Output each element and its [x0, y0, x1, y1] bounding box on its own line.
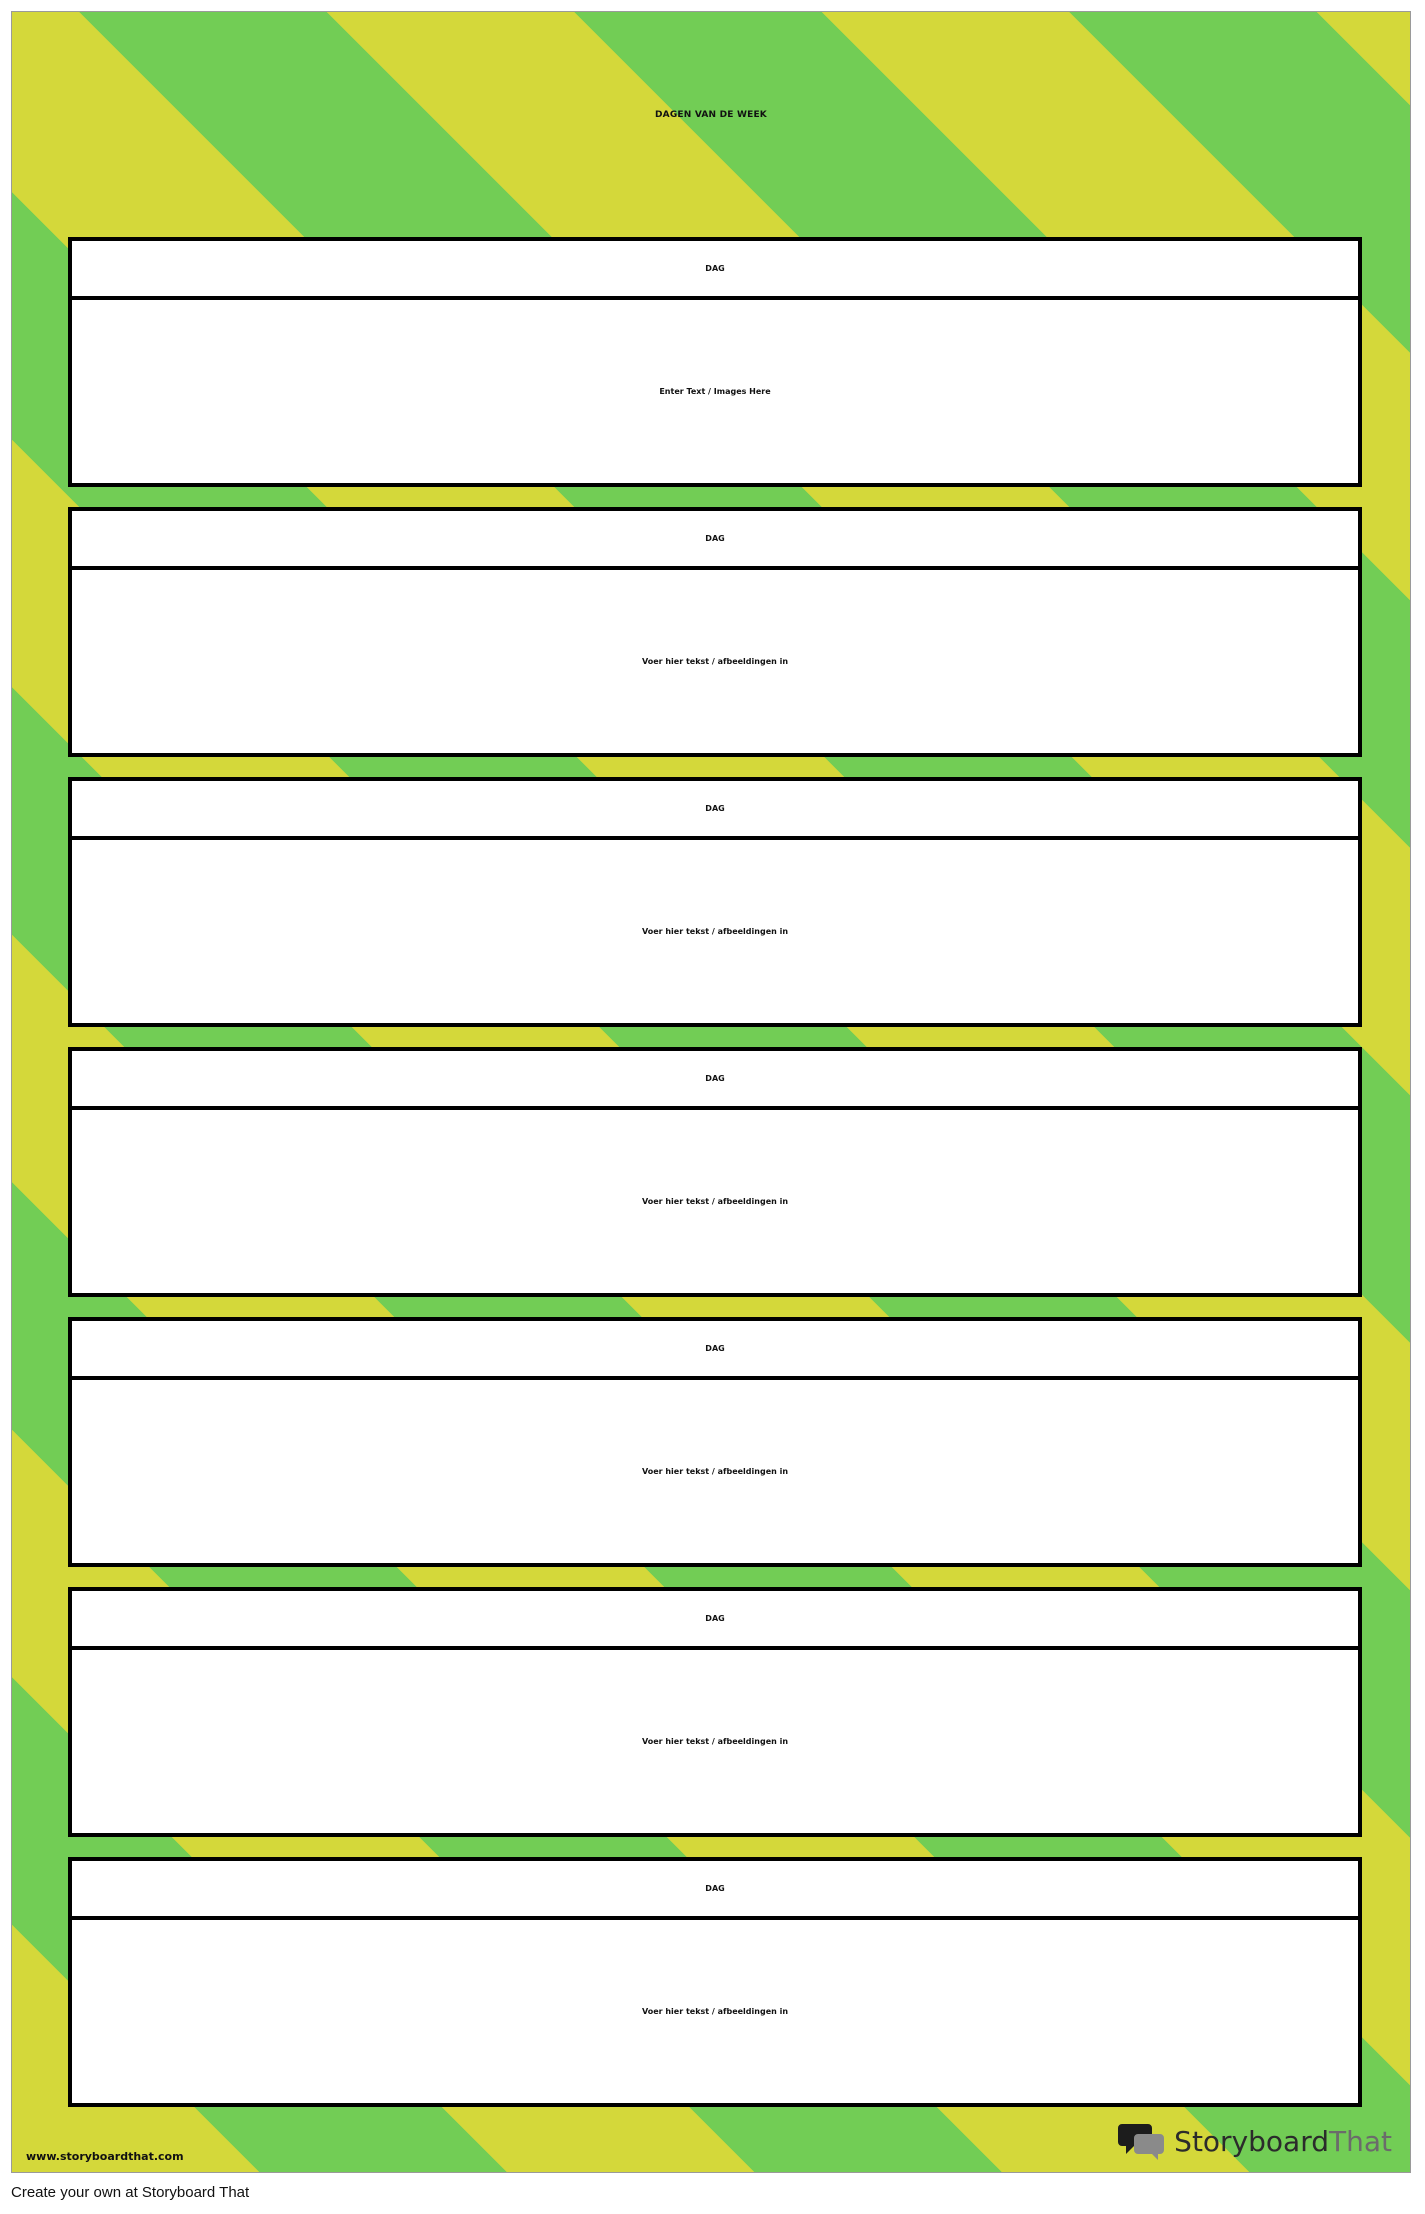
day-card-heading[interactable]: DAG	[72, 241, 1358, 300]
poster	[11, 11, 1411, 2173]
brand-name-light: That	[1329, 2124, 1392, 2158]
day-card[interactable]	[68, 1047, 1362, 1297]
day-card-body[interactable]: Voer hier tekst / afbeeldingen in	[641, 1467, 789, 1476]
day-card-body[interactable]: Voer hier tekst / afbeeldingen in	[641, 927, 789, 936]
speech-bubbles-icon	[1118, 2122, 1166, 2160]
day-card-heading[interactable]: DAG	[72, 1051, 1358, 1110]
create-your-own-link[interactable]: Create your own at Storyboard That	[11, 2184, 250, 2201]
website-url[interactable]: www.storyboardthat.com	[26, 2150, 184, 2163]
day-card-heading[interactable]: DAG	[72, 781, 1358, 840]
day-card-body[interactable]: Voer hier tekst / afbeeldingen in	[641, 1737, 789, 1746]
day-card-heading[interactable]: DAG	[72, 1321, 1358, 1380]
brand-name	[1174, 2125, 1392, 2158]
day-card-heading[interactable]: DAG	[72, 1861, 1358, 1920]
day-card[interactable]	[68, 237, 1362, 487]
day-card-heading[interactable]: DAG	[72, 511, 1358, 570]
day-card-body[interactable]: Voer hier tekst / afbeeldingen in	[641, 1197, 789, 1206]
brand-name-bold: Storyboard	[1174, 2124, 1329, 2158]
day-card[interactable]	[68, 507, 1362, 757]
day-card[interactable]	[68, 1587, 1362, 1837]
day-card[interactable]	[68, 1317, 1362, 1567]
day-card-body[interactable]: Voer hier tekst / afbeeldingen in	[641, 2007, 789, 2016]
day-card-body[interactable]: Voer hier tekst / afbeeldingen in	[641, 657, 789, 666]
day-card[interactable]	[68, 1857, 1362, 2107]
day-card-heading[interactable]: DAG	[72, 1591, 1358, 1650]
day-card[interactable]	[68, 777, 1362, 1027]
day-card-body[interactable]: Enter Text / Images Here	[659, 387, 771, 396]
poster-title: DAGEN VAN DE WEEK	[655, 110, 767, 120]
storyboardthat-brand[interactable]	[1118, 2122, 1392, 2160]
